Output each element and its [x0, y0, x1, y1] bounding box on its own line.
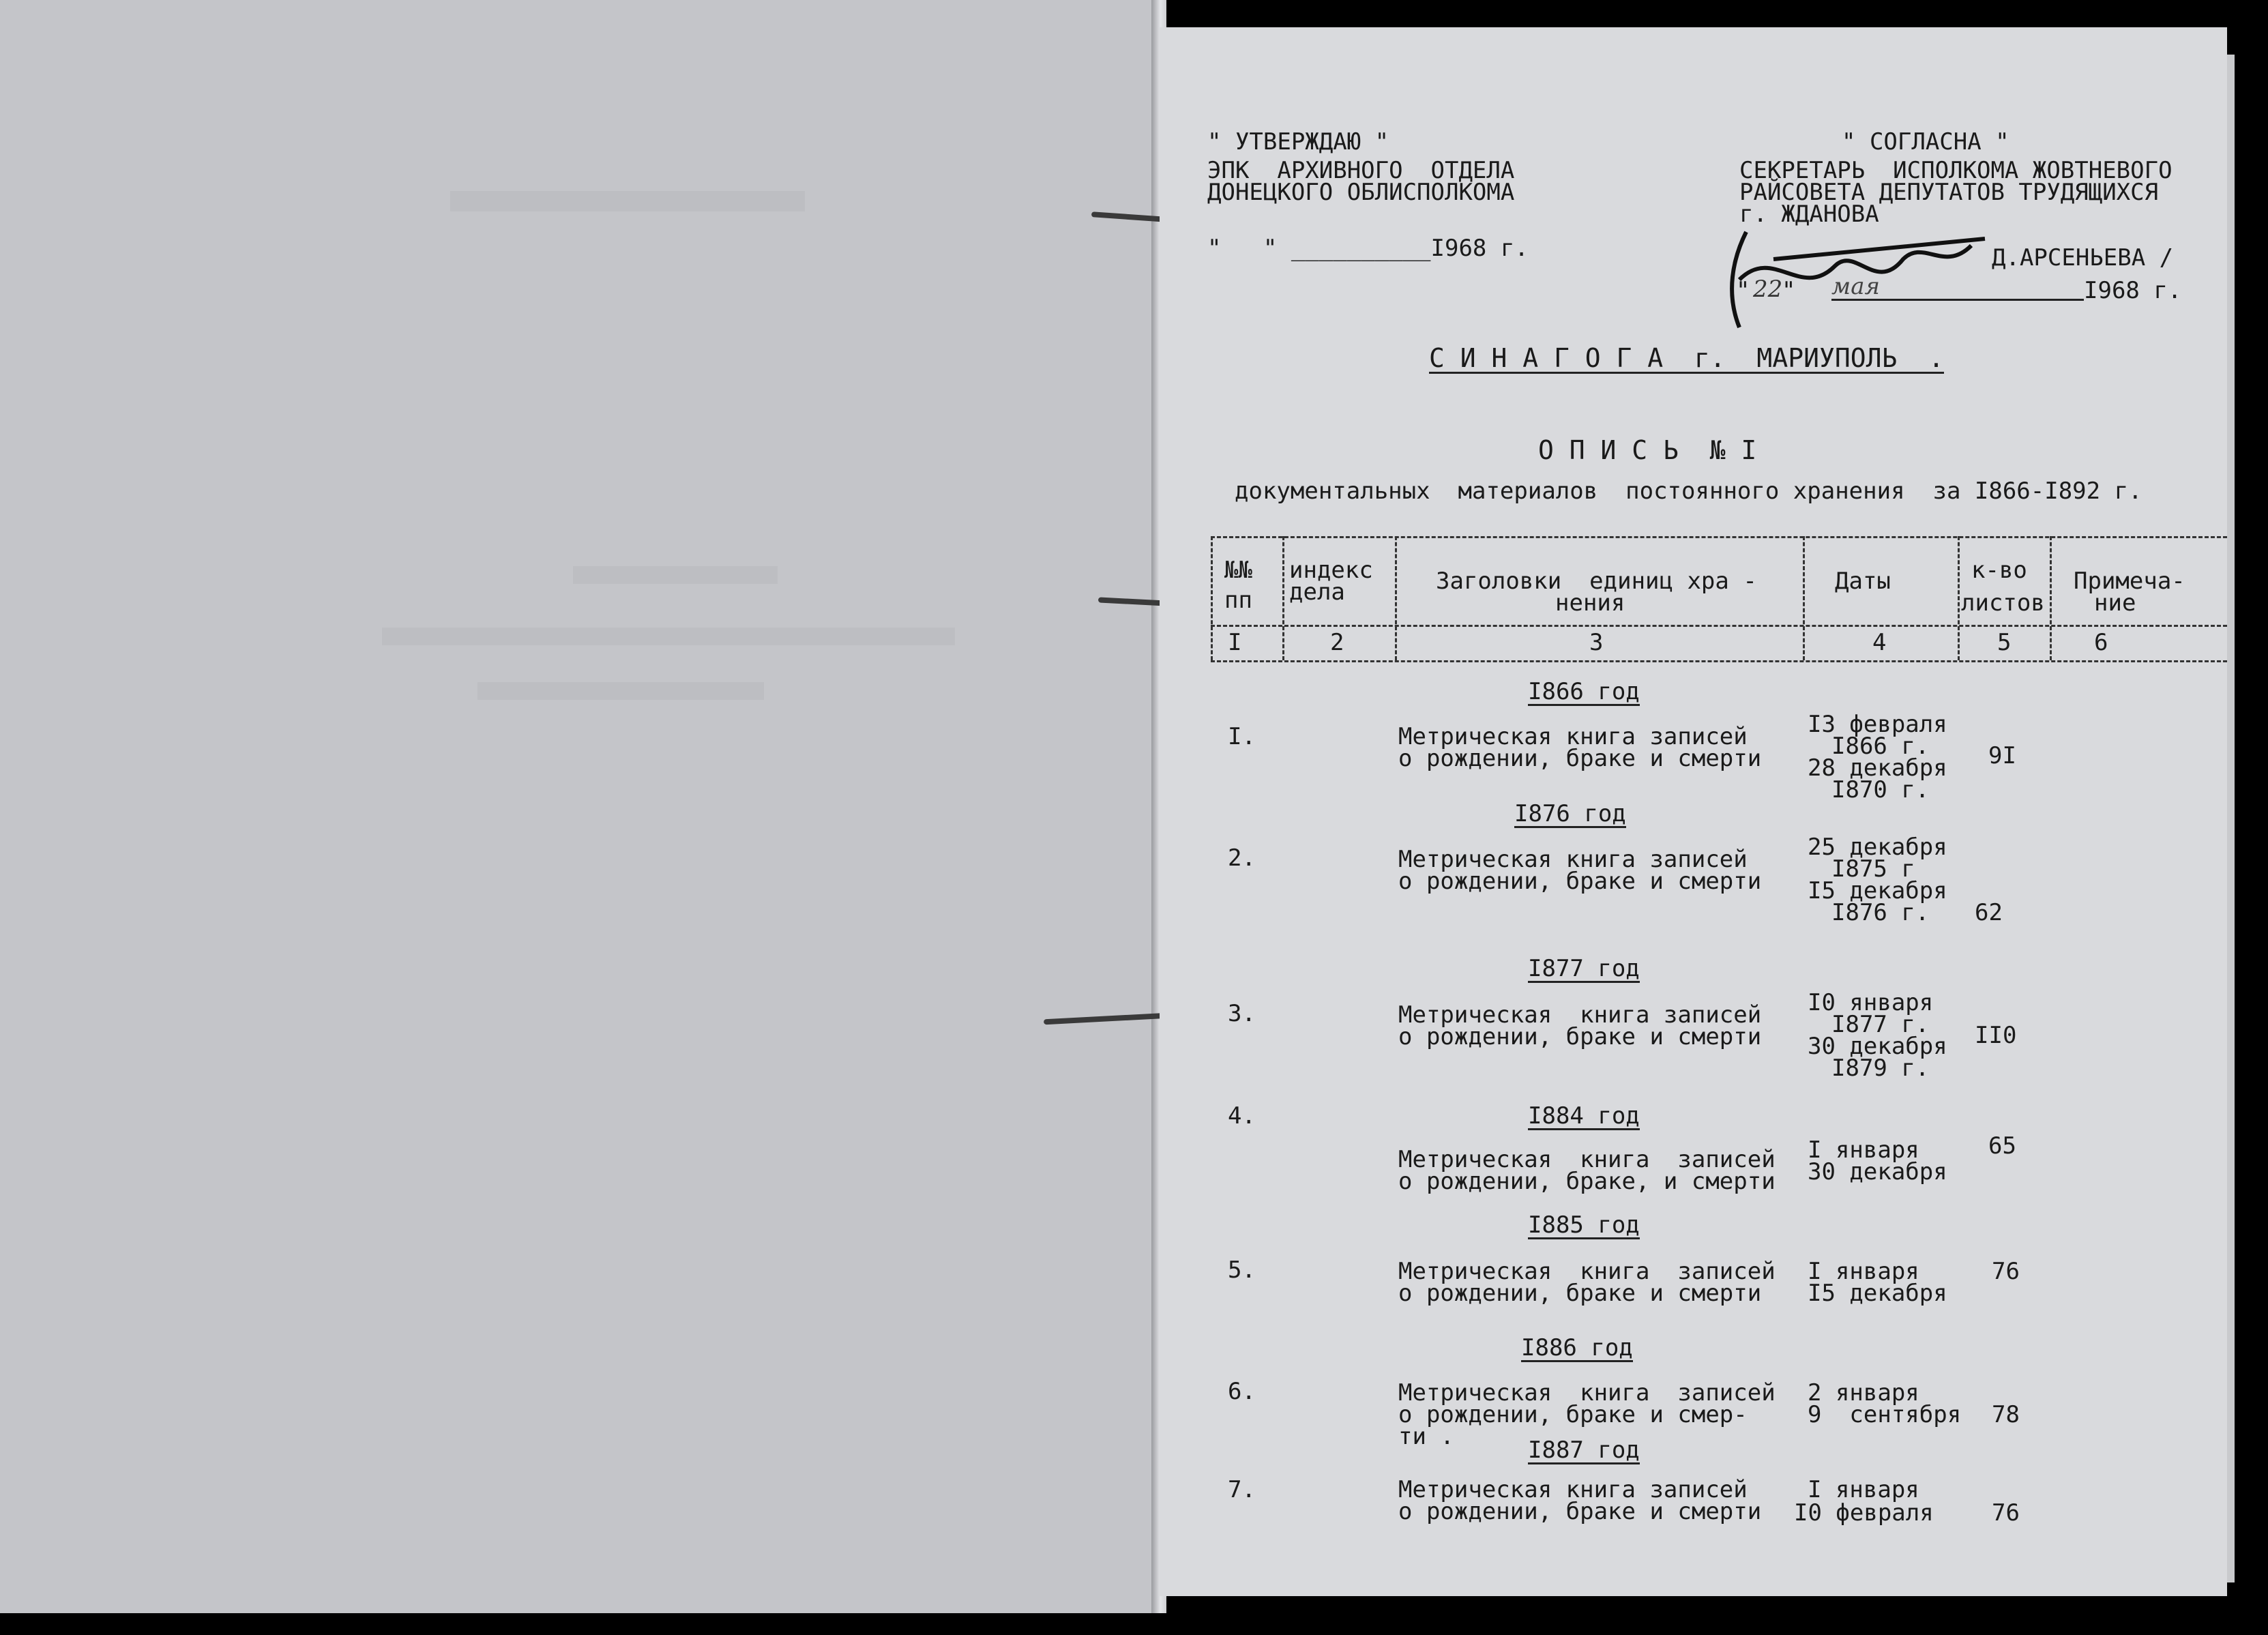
header-num: №№: [1224, 557, 1252, 584]
approve-line1: ЭПК АРХИВНОГО ОТДЕЛА: [1207, 157, 1515, 184]
entry-sheets: 76: [1992, 1499, 2020, 1527]
entry-date: I876 г.: [1831, 899, 1930, 926]
bleed-through-text: [382, 628, 955, 645]
year-heading: I876 год: [1514, 800, 1626, 827]
entry-sheets: 65: [1988, 1132, 2016, 1160]
entry-number: 6.: [1228, 1378, 1256, 1405]
bleed-through-text: [573, 566, 778, 584]
bleed-through-text: [450, 191, 805, 211]
fund-title: С И Н А Г О Г А г. МАРИУПОЛЬ .: [1429, 343, 1944, 373]
entry-title: Метрическая книга записей: [1398, 1379, 1776, 1406]
entry-title: о рождении, браке и смерти: [1398, 1498, 1762, 1525]
column-number: 6: [2094, 629, 2108, 656]
agree-line1: СЕКРЕТАРЬ ИСПОЛКОМА ЖОВТНЕВОГО: [1739, 157, 2173, 184]
entry-sheets: 76: [1992, 1258, 2020, 1285]
agree-line3: г. ЖДАНОВА: [1739, 201, 1879, 228]
header-dates: Даты: [1835, 568, 1891, 595]
agree-date-close: ": [1782, 277, 1796, 304]
entry-title: о рождении, браке и смерти: [1398, 1280, 1762, 1307]
entry-date: I0 января: [1808, 989, 1934, 1016]
entry-date: 30 декабря: [1808, 1158, 1947, 1185]
agree-date-year: I968 г.: [2084, 277, 2182, 304]
table-number-rule: [1211, 660, 2227, 662]
column-number: 5: [1997, 629, 2012, 656]
year-heading: I886 год: [1521, 1334, 1633, 1361]
agree-name: Д.АРСЕНЬЕВА /: [1992, 244, 2174, 271]
header-notes: Примеча-: [2074, 568, 2185, 595]
entry-title: о рождении, браке и смерти: [1398, 1023, 1762, 1050]
agree-date-day: 22: [1753, 276, 1783, 303]
bleed-through-text: [477, 682, 764, 700]
agree-date-month: мая: [1831, 274, 2084, 301]
entry-date: I866 г.: [1831, 733, 1930, 760]
entry-date: 25 декабря: [1808, 834, 1947, 861]
entry-title: Метрическая книга записей: [1398, 1146, 1776, 1173]
approve-line2: ДОНЕЦКОГО ОБЛИСПОЛКОМА: [1207, 179, 1515, 206]
entry-title: о рождении, браке и смер-: [1398, 1401, 1748, 1428]
inventory-title: О П И С Ь № I: [1538, 435, 1757, 465]
header-sheets: к-во: [1971, 557, 2027, 584]
table-top-rule: [1211, 536, 2227, 538]
entry-date: 9 сентября: [1808, 1401, 1962, 1428]
table-col-line: [1395, 536, 1397, 660]
entry-title: о рождении, браке, и смерти: [1398, 1168, 1776, 1195]
table-col-line: [1958, 536, 1960, 660]
column-number: I: [1228, 629, 1242, 656]
header-index: индекс: [1289, 557, 1373, 584]
table-col-line: [1211, 536, 1213, 660]
entry-number: 2.: [1228, 844, 1256, 872]
agree-date-open: ": [1736, 277, 1750, 304]
entry-sheets: 78: [1992, 1401, 2020, 1428]
entry-title: о рождении, браке и смерти: [1398, 868, 1762, 895]
header-title: нения: [1555, 589, 1625, 617]
agree-line2: РАЙСОВЕТА ДЕПУТАТОВ ТРУДЯЩИХСЯ: [1739, 179, 2159, 206]
table-col-line: [2050, 536, 2052, 660]
entry-number: 5.: [1228, 1256, 1256, 1284]
entry-sheets: 9I: [1988, 742, 2016, 769]
entry-date: I877 г.: [1831, 1011, 1930, 1038]
header-sheets: листов: [1961, 589, 2045, 617]
table-col-line: [1282, 536, 1284, 660]
entry-title: Метрическая книга записей: [1398, 1001, 1762, 1029]
entry-title: ти .: [1398, 1423, 1454, 1450]
entry-date: I879 г.: [1831, 1055, 1930, 1082]
entry-number: 4.: [1228, 1102, 1256, 1130]
column-number: 2: [1330, 629, 1344, 656]
entry-date: I0 февраля: [1794, 1499, 1934, 1527]
entry-title: Метрическая книга записей: [1398, 846, 1748, 873]
column-number: 3: [1589, 629, 1604, 656]
entry-number: I.: [1228, 723, 1256, 750]
entry-date: I января: [1808, 1258, 1919, 1285]
inventory-subtitle: документальных материалов постоянного хранения за I866-I892 г.: [1235, 477, 2142, 505]
year-heading: I877 год: [1528, 955, 1640, 982]
entry-date: I3 февраля: [1808, 711, 1947, 738]
year-heading: I866 год: [1528, 678, 1640, 705]
year-heading: I885 год: [1528, 1211, 1640, 1239]
entry-title: Метрическая книга записей: [1398, 1258, 1776, 1285]
column-number: 4: [1872, 629, 1887, 656]
entry-number: 3.: [1228, 1000, 1256, 1027]
header-num: пп: [1224, 587, 1252, 614]
year-heading: I887 год: [1528, 1437, 1640, 1464]
entry-title: Метрическая книга записей: [1398, 723, 1748, 750]
entry-title: Метрическая книга записей: [1398, 1476, 1748, 1503]
entry-date: I января: [1808, 1476, 1919, 1503]
entry-date: I870 г.: [1831, 776, 1930, 804]
year-heading: I884 год: [1528, 1102, 1640, 1130]
header-title: Заголовки единиц хра -: [1436, 568, 1757, 595]
entry-date: I5 декабря: [1808, 1280, 1947, 1307]
entry-title: о рождении, браке и смерти: [1398, 745, 1762, 772]
table-col-line: [1803, 536, 1805, 660]
entry-date: I января: [1808, 1136, 1919, 1164]
entry-sheets: II0: [1975, 1022, 2017, 1049]
table-header-rule: [1211, 625, 2227, 627]
entry-date: 2 января: [1808, 1379, 1919, 1406]
agree-title: " СОГЛАСНА ": [1842, 128, 2009, 156]
document-page: [1160, 27, 2227, 1596]
entry-date: 28 декабря: [1808, 754, 1947, 782]
header-notes: ние: [2094, 589, 2136, 617]
entry-date: 30 декабря: [1808, 1033, 1947, 1060]
entry-date: I875 г: [1831, 855, 1915, 883]
entry-date: I5 декабря: [1808, 877, 1947, 904]
approve-title: " УТВЕРЖДАЮ ": [1207, 128, 1389, 156]
entry-sheets: 62: [1975, 899, 2003, 926]
header-index: дела: [1289, 578, 1345, 606]
entry-number: 7.: [1228, 1476, 1256, 1503]
approve-date: " " __________I968 г.: [1207, 235, 1529, 262]
